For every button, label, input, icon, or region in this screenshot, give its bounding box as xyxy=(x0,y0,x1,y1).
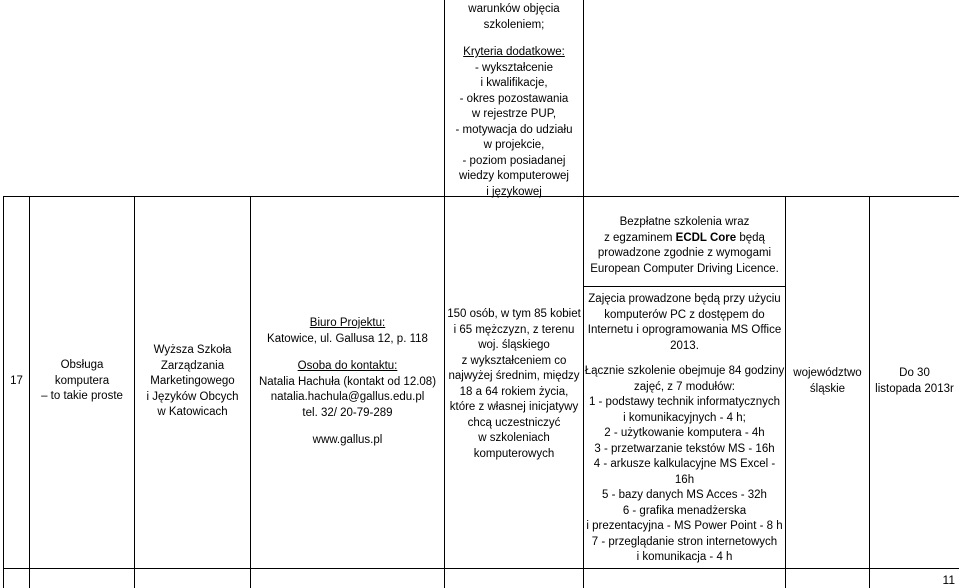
provider-line: Zarządzania xyxy=(160,359,225,372)
extra-criteria-line: - okres pozostawania xyxy=(459,92,569,105)
contact-cell xyxy=(251,316,444,449)
program-intro-line: Zajęcia prowadzone będą przy użyciu xyxy=(588,293,781,305)
program-module-line: Łącznie szkolenie obejmuje 84 godziny xyxy=(584,365,785,377)
page-number: 11 xyxy=(942,573,955,587)
office-heading: Biuro Projektu: xyxy=(309,317,386,329)
criteria-line: warunków objęcia xyxy=(468,3,560,15)
participants-line: woj. śląskiego xyxy=(478,339,550,351)
program-intro-line: Internetu i oprogramowania MS Office xyxy=(587,324,782,336)
criteria-cell xyxy=(445,2,583,200)
program-line: z egzaminem ECDL Core będą xyxy=(604,231,765,244)
program-module-line: i komunikacja - 4 h xyxy=(636,551,733,563)
row-number: 17 xyxy=(10,375,23,387)
deadline-cell xyxy=(870,366,959,397)
participants-line: w szkoleniach xyxy=(478,432,550,444)
program-module-line: 6 - grafika menadżerska xyxy=(622,504,747,517)
participants-line: komputerowych xyxy=(473,447,555,460)
provider-line: Wyższa Szkoła xyxy=(153,344,232,356)
program-intro-line: komputerów PC z dostępem do xyxy=(604,308,765,321)
provider-line: w Katowicach xyxy=(157,406,228,418)
participants-cell xyxy=(445,307,583,462)
participants-line: i 65 mężczyzn, z terenu xyxy=(453,323,575,336)
course-title-line: – to takie proste xyxy=(41,390,123,402)
provider-line: i Języków Obcych xyxy=(146,390,239,403)
program-line: European Computer Driving Licence. xyxy=(590,262,779,275)
extra-criteria-line: i językowej xyxy=(486,185,542,198)
participants-line: 18 a 64 rokiem życia, xyxy=(459,385,569,398)
extra-criteria-line: w rejestrze PUP, xyxy=(471,108,557,120)
program-module-line: zajęć, z 7 modułów: xyxy=(634,380,735,393)
program-module-line: 1 - podstawy technik informatycznych xyxy=(588,396,781,408)
contact-person-name: Natalia Hachuła (kontakt od 12.08) xyxy=(258,375,437,388)
region-cell xyxy=(786,366,869,397)
course-title-line: Obsługa xyxy=(60,359,104,371)
course-title-line: komputera xyxy=(54,374,110,387)
program-module-line: i prezentacyjna - MS Power Point - 8 h xyxy=(586,520,783,532)
extra-criteria-line: - poziom posiadanej xyxy=(462,154,566,167)
provider-cell xyxy=(135,343,250,421)
participants-line: najwyżej średnim, między xyxy=(448,370,580,382)
extra-criteria-line: wiedzy komputerowej xyxy=(459,170,569,182)
program-module-line: 4 - arkusze kalkulacyjne MS Excel - xyxy=(593,458,776,470)
extra-criteria-line: - motywacja do udziału xyxy=(455,123,573,136)
program-module-line: i komunikacyjnych - 4 h; xyxy=(623,411,746,424)
participants-line: z wykształceniem co xyxy=(461,354,567,367)
course-title-cell xyxy=(30,358,134,405)
participants-line: które z własnej inicjatywy xyxy=(449,401,579,413)
criteria-line: szkoleniem; xyxy=(483,18,545,31)
participants-line: chcą uczestniczyć xyxy=(467,416,561,429)
contact-website: www.gallus.pl xyxy=(312,434,383,446)
program-line: Bezpłatne szkolenia wraz xyxy=(619,216,750,228)
program-intro-line: 2013. xyxy=(670,339,699,352)
program-module-line: 7 - przeglądanie stron internetowych xyxy=(591,535,778,548)
extra-criteria-line: w projekcie, xyxy=(483,139,545,151)
region-line: województwo xyxy=(793,367,862,379)
office-address: Katowice, ul. Gallusa 12, p. 118 xyxy=(267,332,428,345)
deadline-line: Do 30 xyxy=(899,367,930,379)
contact-phone: tel. 32/ 20-79-289 xyxy=(302,406,393,419)
program-module-line: 5 - bazy danych MS Acces - 32h xyxy=(602,489,767,501)
participants-line: 150 osób, w tym 85 kobiet xyxy=(447,308,581,320)
extra-criteria-line: i kwalifikacje, xyxy=(480,77,548,89)
extra-criteria-heading: Kryteria dodatkowe: xyxy=(463,46,565,58)
upper-program-cell xyxy=(584,215,785,277)
program-module-line: 16h xyxy=(674,473,695,486)
contact-email: natalia.hachula@gallus.edu.pl xyxy=(270,391,425,403)
program-module-line: 2 - użytkowanie komputera - 4h xyxy=(604,427,765,439)
program-line: prowadzone zgodnie z wymogami xyxy=(597,247,772,259)
program-cell xyxy=(584,292,785,566)
program-module-line: 3 - przetwarzanie tekstów MS - 16h xyxy=(594,442,775,455)
extra-criteria-line: - wykształcenie xyxy=(475,61,553,74)
deadline-line: listopada 2013r xyxy=(875,382,954,395)
provider-line: Marketingowego xyxy=(150,375,235,387)
region-line: śląskie xyxy=(809,382,846,395)
contact-person-heading: Osoba do kontaktu: xyxy=(297,360,398,372)
